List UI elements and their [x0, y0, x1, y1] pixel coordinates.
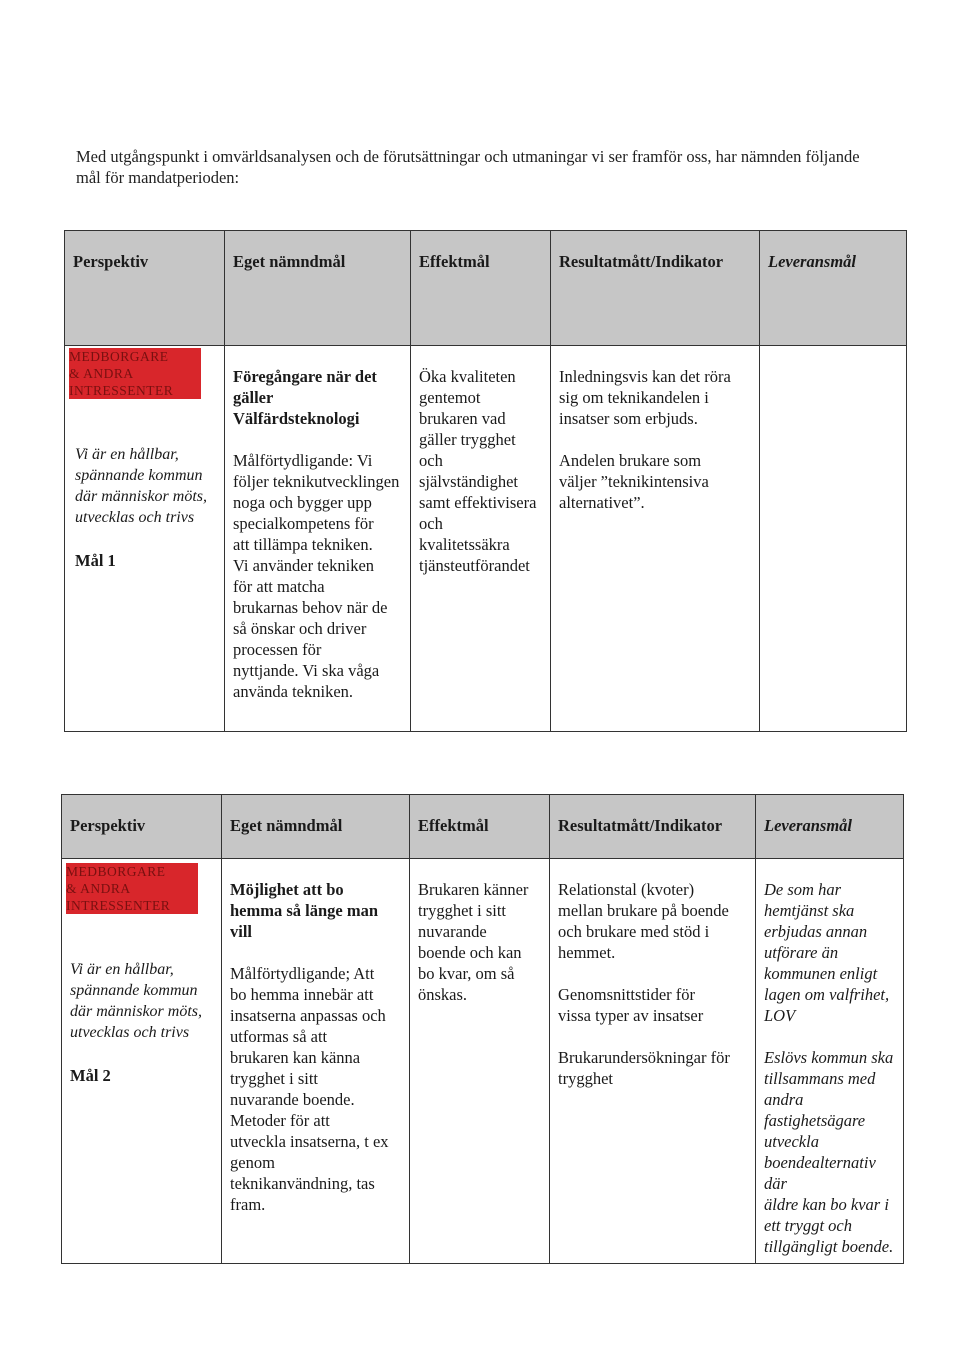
leverans-line: utförare än: [764, 943, 839, 962]
vision-text: [75, 444, 220, 528]
goal-row: [65, 346, 907, 732]
effekt-line: gentemot: [419, 388, 481, 407]
body-line: Målförtydligande: Vi: [233, 451, 373, 470]
resultat-line: Relationstal (kvoter): [558, 880, 695, 899]
effekt-line: samt effektivisera: [419, 493, 537, 512]
leverans-line: erbjudas annan: [764, 922, 868, 941]
body-line: genom: [230, 1153, 275, 1172]
body-line: noga och bygger upp: [233, 493, 372, 512]
body-line: för att matcha: [233, 577, 325, 596]
vision-line: utvecklas och trivs: [75, 509, 195, 526]
vision-line: Vi är en hållbar,: [75, 446, 179, 463]
tag-line: & ANDRA: [69, 366, 134, 381]
body-line: Vi använder tekniken: [233, 556, 375, 575]
effekt-line: brukaren vad: [419, 409, 506, 428]
resultat-line: hemmet.: [558, 943, 616, 962]
effekt-line: och: [419, 451, 443, 470]
namndmal-title: [230, 879, 403, 942]
title-line: Välfärdsteknologi: [233, 409, 360, 428]
header-eget-namndmal: Eget nämndmål: [225, 231, 411, 346]
effekt-line: önskas.: [418, 985, 468, 1004]
header-perspektiv: Perspektiv: [62, 795, 222, 859]
vision-line: Vi är en hållbar,: [70, 961, 174, 978]
leverans-line: hemtjänst ska: [764, 901, 855, 920]
header-eget-namndmal: Eget nämndmål: [222, 795, 410, 859]
leverans-line: kommunen enligt: [764, 964, 878, 983]
goal-table-2: [61, 794, 904, 1264]
namndmal-body: [233, 450, 404, 702]
body-line: teknikanvändning, tas: [230, 1174, 375, 1193]
leverans-line: äldre kan bo kvar i: [764, 1195, 889, 1214]
effektmal-cell: [410, 859, 550, 1264]
body-line: utveckla insatserna, t ex: [230, 1132, 389, 1151]
leverans-cell: [760, 346, 907, 732]
goal-number: Mål 1: [75, 551, 116, 570]
header-row: [62, 795, 904, 859]
intro-paragraph: Med utgångspunkt i omvärldsanalysen och de förutsättningar och utmaningar vi ser framför oss, har nämnden följande mål för mandatperioden:: [76, 147, 860, 187]
vision-line: spännande kommun: [75, 467, 203, 484]
header-resultatmatt: Resultatmått/Indikator: [551, 231, 760, 346]
tag-line: & ANDRA: [66, 881, 131, 896]
header-leveransmal: Leveransmål: [756, 795, 904, 859]
leverans-line: lagen om valfrihet,: [764, 985, 890, 1004]
effekt-line: Brukaren känner: [418, 880, 529, 899]
effekt-line: kvalitetssäkra: [419, 535, 510, 554]
resultat-line: trygghet: [558, 1069, 613, 1088]
resultat-line: väljer ”teknikintensiva: [559, 472, 709, 491]
body-line: brukarnas behov när de: [233, 598, 388, 617]
body-line: utformas så att: [230, 1027, 328, 1046]
resultat-cell: [550, 859, 756, 1264]
header-leveransmal: Leveransmål: [760, 231, 907, 346]
body-line: specialkompetens för: [233, 514, 374, 533]
effekt-line: tjänsteutförandet: [419, 556, 530, 575]
namndmal-cell: [222, 859, 410, 1264]
body-line: att tillämpa tekniken.: [233, 535, 373, 554]
effekt-line: gäller trygghet: [419, 430, 516, 449]
body-line: brukaren kan känna: [230, 1048, 361, 1067]
leverans-line: tillgängligt boende.: [764, 1237, 894, 1256]
header-effektmal: Effektmål: [411, 231, 551, 346]
leverans-line: boendealternativ där: [764, 1153, 876, 1193]
title-line: gäller: [233, 388, 274, 407]
effekt-line: nuvarande: [418, 922, 487, 941]
vision-text: [70, 959, 217, 1043]
title-line: hemma så länge man: [230, 901, 379, 920]
body-line: Målförtydligande; Att: [230, 964, 375, 983]
body-line: trygghet i sitt: [230, 1069, 318, 1088]
resultat-line: insatser som erbjuds.: [559, 409, 698, 428]
tag-line: MEDBORGARE: [69, 349, 169, 364]
leverans-line: De som har: [764, 880, 841, 899]
body-line: använda tekniken.: [233, 682, 354, 701]
tag-line: INTRESSENTER: [69, 383, 174, 398]
leverans-line: andra fastighetsägare: [764, 1090, 866, 1130]
effekt-line: boende och kan: [418, 943, 522, 962]
body-line: bo hemma innebär att: [230, 985, 374, 1004]
effekt-line: trygghet i sitt: [418, 901, 506, 920]
resultat-line: Genomsnittstider för: [558, 985, 696, 1004]
namndmal-title: [233, 366, 404, 429]
body-line: Metoder för att: [230, 1111, 330, 1130]
namndmal-cell: [225, 346, 411, 732]
leverans-line: ett tryggt och: [764, 1216, 852, 1235]
body-line: så önskar och driver: [233, 619, 367, 638]
leverans-line: LOV: [764, 1006, 796, 1025]
header-row: [65, 231, 907, 346]
leverans-line: Eslövs kommun ska: [764, 1048, 894, 1067]
perspektiv-cell: [62, 859, 222, 1264]
resultat-line: mellan brukare på boende: [558, 901, 729, 920]
namndmal-body: [230, 963, 403, 1215]
header-effektmal: Effektmål: [410, 795, 550, 859]
vision-line: där människor möts,: [70, 1003, 203, 1020]
resultat-line: sig om teknikandelen i: [559, 388, 709, 407]
body-line: fram.: [230, 1195, 266, 1214]
resultat-line: vissa typer av insatser: [558, 1006, 704, 1025]
resultat-line: och brukare med stöd i: [558, 922, 710, 941]
leverans-line: tillsammans med: [764, 1069, 876, 1088]
vision-line: spännande kommun: [70, 982, 198, 999]
goal-row: [62, 859, 904, 1264]
effekt-line: och: [419, 514, 443, 533]
resultat-line: Inledningsvis kan det röra: [559, 367, 731, 386]
body-line: följer teknikutvecklingen: [233, 472, 400, 491]
body-line: processen för: [233, 640, 322, 659]
tag-line: INTRESSENTER: [66, 898, 171, 913]
perspective-tag: [69, 348, 201, 399]
vision-line: utvecklas och trivs: [70, 1024, 190, 1041]
perspektiv-cell: [65, 346, 225, 732]
body-line: nyttjande. Vi ska våga: [233, 661, 380, 680]
vision-line: där människor möts,: [75, 488, 208, 505]
goal-table-1: [64, 230, 907, 732]
effektmal-cell: [411, 346, 551, 732]
title-line: vill: [230, 922, 253, 941]
effekt-line: Öka kvaliteten: [419, 367, 516, 386]
body-line: insatserna anpassas och: [230, 1006, 386, 1025]
header-resultatmatt: Resultatmått/Indikator: [550, 795, 756, 859]
title-line: Möjlighet att bo: [230, 880, 344, 899]
effekt-line: självständighet: [419, 472, 518, 491]
header-perspektiv: Perspektiv: [65, 231, 225, 346]
leverans-cell: [756, 859, 904, 1264]
resultat-cell: [551, 346, 760, 732]
leverans-line: utveckla: [764, 1132, 819, 1151]
resultat-line: Andelen brukare som: [559, 451, 702, 470]
tag-line: MEDBORGARE: [66, 864, 166, 879]
body-line: nuvarande boende.: [230, 1090, 355, 1109]
effekt-line: bo kvar, om så: [418, 964, 515, 983]
goal-number: Mål 2: [70, 1066, 111, 1085]
perspective-tag: [66, 863, 198, 914]
title-line: Föregångare när det: [233, 367, 377, 386]
resultat-line: alternativet”.: [559, 493, 645, 512]
resultat-line: Brukarundersökningar för: [558, 1048, 730, 1067]
